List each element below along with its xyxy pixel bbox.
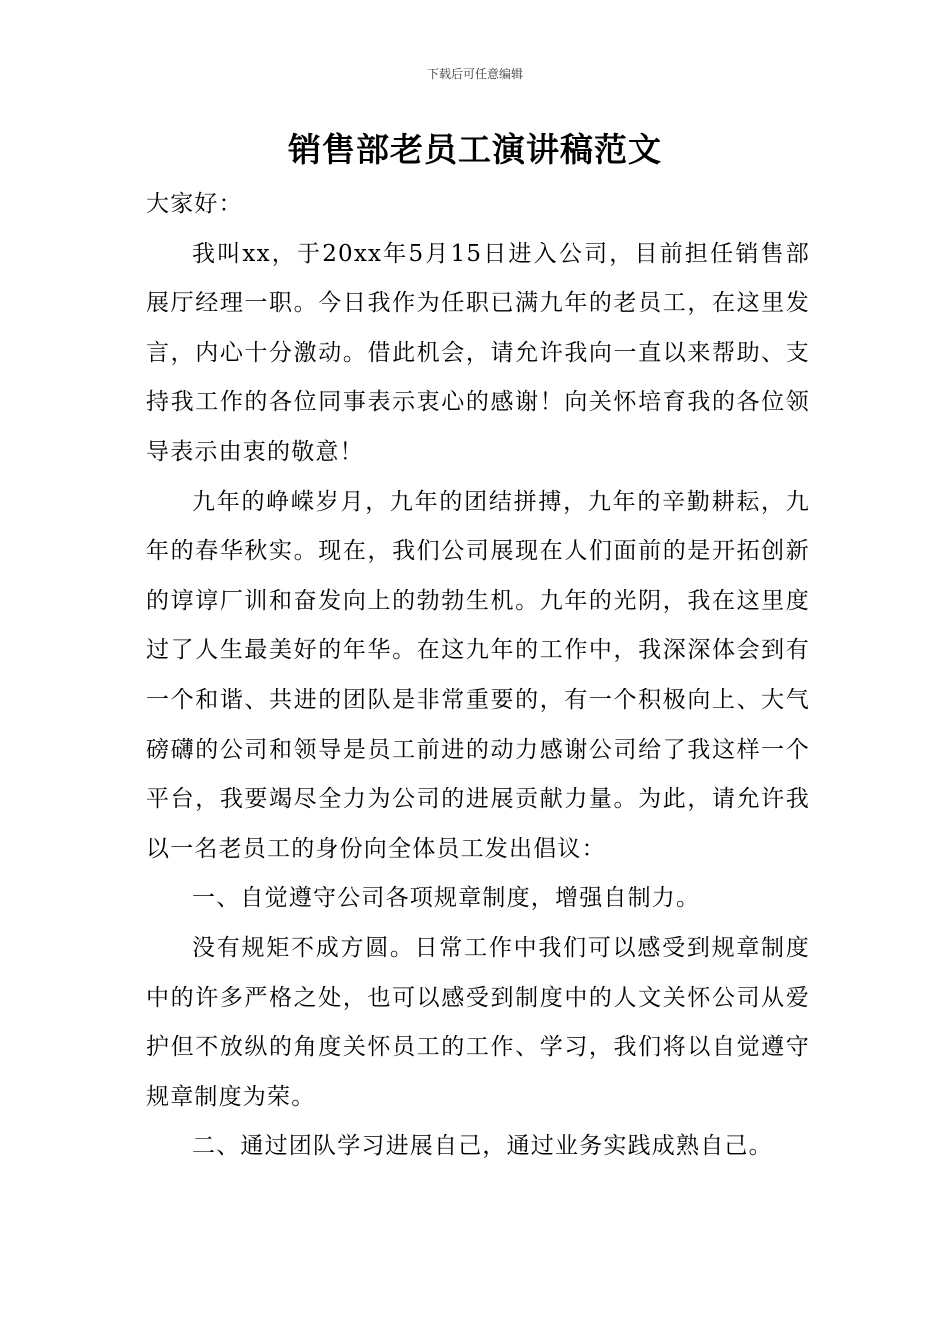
document-title: 销售部老员工演讲稿范文 bbox=[288, 130, 662, 169]
greeting: 大家好： bbox=[146, 191, 243, 217]
header-note: 下载后可任意编辑 bbox=[426, 67, 523, 81]
paragraph-point-two: 二、通过团队学习进展自己，通过业务实践成熟自己。 bbox=[192, 1133, 773, 1160]
paragraph-point-one: 一、自觉遵守公司各项规章制度，增强自制力。 bbox=[192, 885, 701, 912]
document-body bbox=[146, 180, 810, 1172]
paragraph-intro: 我叫xx，于20xx年5月15日进入公司，目前担任销售部展厅经理一职。今日我作为任职已满九年的老员工，在这里发言，内心十分激动。借此机会，请允许我向一直以来帮助、支持我工作的各位同事表示衷心的感谢！向关怀培育我的各位领导表示由衷的敬意！ bbox=[146, 240, 810, 465]
paragraph-nine-years: 九年的峥嵘岁月，九年的团结拼搏，九年的辛勤耕耘，九年的春华秋实。现在，我们公司展现在人们面前的是开拓创新的谆谆厂训和奋发向上的勃勃生机。九年的光阴，我在这里度过了人生最美好的年华。在这九年的工作中，我深深体会到有一个和谐、共进的团队是非常重要的，有一个积极向上、大气磅礴的公司和领导是员工前进的动力感谢公司给了我这样一个平台，我要竭尽全力为公司的进展贡献力量。为此，请允许我以一名老员工的身份向全体员工发出倡议： bbox=[146, 488, 810, 862]
paragraph-rules: 没有规矩不成方圆。日常工作中我们可以感受到规章制度中的许多严格之处，也可以感受到制度中的人文关怀公司从爱护但不放纵的角度关怀员工的工作、学习，我们将以自觉遵守规章制度为荣。 bbox=[146, 934, 810, 1110]
